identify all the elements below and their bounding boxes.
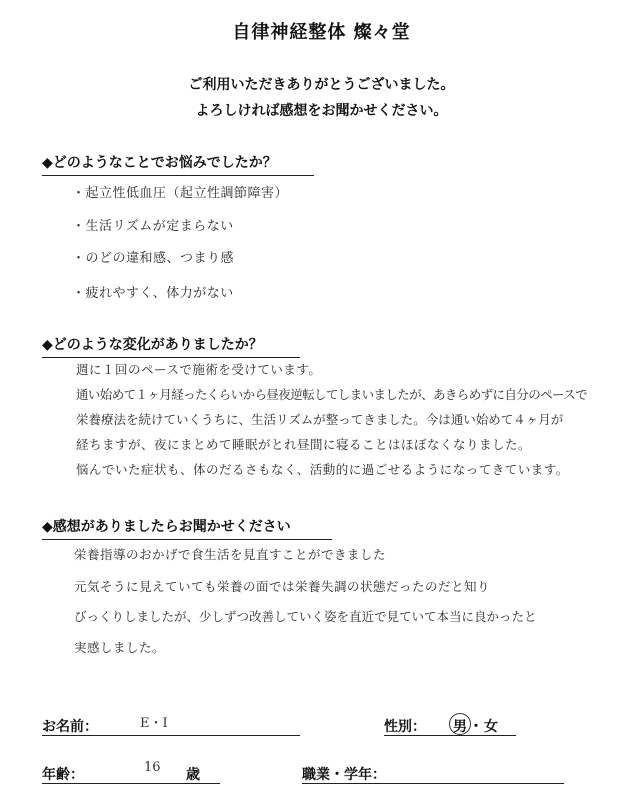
q1-answer-1: ・起立性低血圧（起立性調節障害） <box>72 186 289 201</box>
question-3-label: ◆感想がありましたらお聞かせください <box>42 519 291 535</box>
gender-separator: ・ <box>469 719 483 735</box>
page-title: 自律神経整体 燦々堂 <box>232 22 411 43</box>
gender-female[interactable]: 女 <box>484 719 498 735</box>
q2-answer-5: 悩んでいた症状も、体のだるさもなく、活動的に過ごせるようになってきています。 <box>76 462 569 477</box>
age-unit: 歳 <box>186 767 200 783</box>
question-2 <box>42 334 300 358</box>
q1-answer-3: ・のどの違和感、つまり感 <box>72 251 235 266</box>
question-2-label: ◆どのような変化がありましたか？ <box>42 337 263 353</box>
gender-underline <box>384 735 516 736</box>
q1-answer-2: ・生活リズムが定まらない <box>72 219 234 234</box>
question-3-underline <box>42 539 332 540</box>
name-value[interactable]: E・I <box>140 716 168 731</box>
question-1-label: ◆どのようなことでお悩みでしたか？ <box>42 155 277 171</box>
q2-answer-2: 通い始めて１ヶ月経ったくらいから昼夜逆転してしまいましたが、あきらめずに自分のペースで <box>76 387 588 402</box>
q3-answer-4: 実感しました。 <box>74 640 166 655</box>
q3-answer-3: びっくりしましたが、少しずつ改善していく姿を直近で見ていて本当に良かったと <box>74 609 537 624</box>
gender-label: 性別： <box>384 719 426 735</box>
q1-answer-4: ・疲れやすく、体力がない <box>72 286 234 301</box>
q2-answer-1: 週に１回のペースで施術を受けています。 <box>76 362 322 377</box>
q2-answer-4: 経ちますが、夜にまとめて睡眠がとれ昼間に寝ることはほぼなくなりました。 <box>76 437 532 452</box>
name-underline <box>42 735 300 736</box>
q3-answer-1: 栄養指導のおかげで食生活を見直すことができました <box>74 547 387 562</box>
job-label: 職業・学年： <box>302 767 386 783</box>
question-1-underline <box>42 175 314 176</box>
name-label: お名前： <box>42 719 98 735</box>
age-label: 年齢： <box>42 767 84 783</box>
question-2-underline <box>42 357 300 358</box>
greeting-line-2: よろしければ感想をお聞かせください。 <box>195 103 448 119</box>
q3-answer-2: 元気そうに見えていても栄養の面では栄養失調の状態だったのだと知り <box>74 579 491 594</box>
greeting-line-1: ご利用いただきありがとうございました。 <box>188 77 455 93</box>
question-1 <box>42 152 314 176</box>
gender-selected-circle <box>449 713 471 735</box>
q2-answer-3: 栄養療法を続けていくうちに、生活リズムが整ってきました。今は通い始めて４ヶ月が <box>76 412 564 427</box>
gender-male[interactable]: 男 <box>453 719 467 735</box>
age-underline <box>42 783 220 784</box>
job-underline <box>302 783 564 784</box>
question-3 <box>42 516 332 540</box>
age-value[interactable]: 16 <box>144 760 161 775</box>
